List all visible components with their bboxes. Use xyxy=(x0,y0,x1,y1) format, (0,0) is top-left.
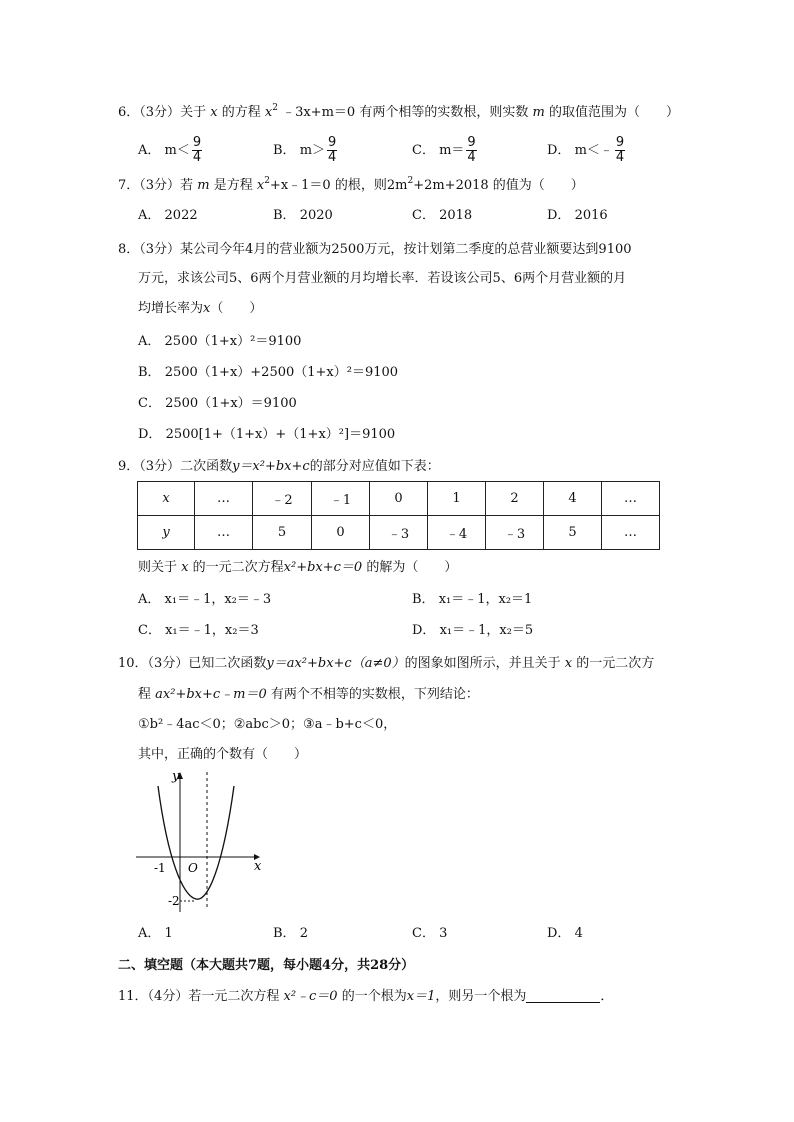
parabola-curve xyxy=(158,786,234,899)
q7-option-c[interactable] xyxy=(412,207,472,225)
stem-text: 的解为（ ） xyxy=(366,560,458,575)
q7-option-d[interactable] xyxy=(547,207,608,225)
q7-option-b[interactable] xyxy=(273,207,333,225)
conclusions: ①b²﹣4ac＜0；②abc＞0；③a﹣b+c＜0， xyxy=(138,717,397,732)
fraction xyxy=(615,136,625,165)
stem-text: 若 xyxy=(180,178,194,193)
stem-text: 二次函数 xyxy=(180,459,233,474)
question-8-line3 xyxy=(138,300,262,318)
q6-option-a[interactable] xyxy=(138,136,202,165)
fraction xyxy=(327,136,337,165)
table-cell: y xyxy=(138,516,195,550)
y-axis-label: y xyxy=(172,769,180,784)
option-label: B． xyxy=(273,208,296,223)
option-label: C． xyxy=(412,208,435,223)
question-number: 6． xyxy=(118,105,140,120)
stem-text: 有两个不相等的实数根，下列结论： xyxy=(270,687,479,702)
stem-text: 的一个根为 xyxy=(341,989,407,1004)
option-value: 2 xyxy=(299,926,308,941)
stem-text: 的根，则2m xyxy=(334,178,408,193)
variable: x xyxy=(203,301,211,316)
stem-text: 万元，求该公司5、6两个月营业额的月均增长率．若设该公司5、6两个月营业额的月 xyxy=(138,271,627,286)
function: y＝ax²+bx+c（a≠0） xyxy=(266,656,405,671)
option-expr: 2500[1+（1+x）+（1+x）²]＝9100 xyxy=(165,427,396,442)
equation: ﹣3x+m＝0 xyxy=(277,105,356,120)
question-number: 10． xyxy=(118,656,148,671)
q8-option-b[interactable] xyxy=(138,364,398,382)
option-label: D． xyxy=(412,623,436,638)
fraction-num: 9 xyxy=(467,135,476,150)
equation-var: x xyxy=(264,105,273,120)
q8-option-d[interactable] xyxy=(138,426,395,444)
fraction-den: 4 xyxy=(328,150,337,165)
stem-text: 若一元二次方程 xyxy=(188,989,280,1004)
stem-text: 是方程 xyxy=(213,178,253,193)
stem-text: 的方程 xyxy=(221,105,261,120)
option-label: C． xyxy=(138,623,161,638)
stem-text: 其中，正确的个数有（ ） xyxy=(138,747,308,762)
table-row xyxy=(138,516,660,550)
fraction-den: 4 xyxy=(192,150,202,165)
equation: +x﹣1＝0 xyxy=(269,178,331,193)
equation: x²+bx+c＝0 xyxy=(283,560,363,575)
table-cell: 5 xyxy=(544,516,602,550)
question-score: （3分） xyxy=(139,178,181,193)
question-7-stem: 7．（3分）若 m 是方程 $x^2+x﹣1=0$ 的根，则$2m^2+2m+2018$ 的值为（ ） xyxy=(118,176,584,193)
variable: m xyxy=(532,105,545,120)
option-label: C． xyxy=(412,926,435,941)
option-label: B． xyxy=(273,143,296,158)
table-cell: ﹣3 xyxy=(370,516,428,550)
option-label: D． xyxy=(547,926,571,941)
option-expr: x₁＝﹣1，x₂＝3 xyxy=(165,623,259,638)
question-score: （3分） xyxy=(139,242,181,257)
q7-option-a[interactable] xyxy=(138,207,198,225)
option-label: A． xyxy=(138,208,161,223)
root: x＝1 xyxy=(406,989,436,1004)
option-label: B． xyxy=(138,365,161,380)
q10-option-a[interactable] xyxy=(138,925,173,943)
option-label: D． xyxy=(547,208,571,223)
q9-option-d[interactable] xyxy=(412,622,533,640)
question-number: 9． xyxy=(118,459,140,474)
table-cell: … xyxy=(602,482,660,516)
fraction-num: 9 xyxy=(192,135,202,150)
section-heading: 二、填空题（本大题共7题，每小题4分，共28分） xyxy=(118,958,415,973)
question-6-stem: 6．（3分）关于 x 的方程 $x^2$ ﹣3x+m＝0 有两个相等的实数根，则实数 m 的取值范围为（ ） xyxy=(118,103,679,120)
variable: m xyxy=(197,178,210,193)
option-expr: 2500（1+x）²＝9100 xyxy=(164,334,302,349)
question-score: （3分） xyxy=(147,656,189,671)
question-score: （3分） xyxy=(139,459,181,474)
q9-option-a[interactable] xyxy=(138,591,271,609)
option-value: 3 xyxy=(439,926,448,941)
stem-text: 的值为（ ） xyxy=(492,178,584,193)
option-label: B． xyxy=(412,592,435,607)
q9-option-c[interactable] xyxy=(138,622,259,640)
value-table xyxy=(137,481,660,550)
q10-option-d[interactable] xyxy=(547,925,583,943)
table-cell: … xyxy=(195,516,253,550)
q10-option-c[interactable] xyxy=(412,925,447,943)
question-score: （3分） xyxy=(139,105,181,120)
stem-text: 均增长率为 xyxy=(138,301,204,316)
stem-text: 有两个相等的实数根，则实数 xyxy=(359,105,529,120)
question-10-line2 xyxy=(138,686,479,704)
option-expr: x₁＝﹣1，x₂＝5 xyxy=(439,623,534,638)
question-9-stem xyxy=(118,458,440,476)
fraction-num: 9 xyxy=(615,135,625,150)
question-number: 8． xyxy=(118,242,140,257)
fraction-num: 9 xyxy=(328,135,337,150)
table-cell: 0 xyxy=(370,482,428,516)
option-value: 2016 xyxy=(574,208,608,223)
option-expr: 2500（1+x）+2500（1+x）²＝9100 xyxy=(164,365,399,380)
parabola-graph xyxy=(128,766,268,916)
option-expr: x₁＝﹣1，x₂＝﹣3 xyxy=(164,592,272,607)
option-label: A． xyxy=(138,592,161,607)
table-cell: x xyxy=(138,482,195,516)
question-8-line2 xyxy=(138,270,626,288)
q6-option-c[interactable] xyxy=(412,136,477,165)
tick-label-y: -2 xyxy=(168,894,180,908)
stem-text: 关于 xyxy=(180,105,207,120)
question-10-line4 xyxy=(138,746,307,764)
question-number: 7． xyxy=(118,178,140,193)
table-cell: ﹣2 xyxy=(253,482,312,516)
stem-text: ，则另一个根为 xyxy=(435,989,527,1004)
stem-text: ． xyxy=(600,989,614,1004)
question-score: （4分） xyxy=(147,989,189,1004)
table-cell: 2 xyxy=(486,482,544,516)
question-11-stem xyxy=(118,988,613,1006)
table-cell: 0 xyxy=(312,516,370,550)
stem-text: 的取值范围为（ ） xyxy=(548,105,679,120)
fraction-den: 4 xyxy=(467,150,476,165)
fraction xyxy=(192,136,202,165)
q6-option-b[interactable] xyxy=(273,136,337,165)
option-label: A． xyxy=(138,143,161,158)
option-label: A． xyxy=(138,334,161,349)
table-cell: 5 xyxy=(253,516,312,550)
q8-option-a[interactable] xyxy=(138,333,301,351)
function: y＝x²+bx+c xyxy=(232,459,310,474)
question-10-line3 xyxy=(138,716,396,734)
equation: ax²+bx+c﹣m＝0 xyxy=(155,687,267,702)
option-expr: m＝ xyxy=(439,143,465,158)
question-8-line1 xyxy=(118,241,632,259)
option-value: 2018 xyxy=(439,208,473,223)
table-cell: ﹣3 xyxy=(486,516,544,550)
table-row xyxy=(138,482,660,516)
stem-text: 程 xyxy=(138,687,152,702)
origin-label: O xyxy=(188,861,198,875)
table-cell: 4 xyxy=(544,482,602,516)
tick-label-x: -1 xyxy=(154,861,166,875)
variable: x xyxy=(564,656,573,671)
option-value: 4 xyxy=(574,926,583,941)
question-10-line1 xyxy=(118,655,654,673)
option-value: 1 xyxy=(164,926,173,941)
option-label: B． xyxy=(273,926,296,941)
q8-option-c[interactable] xyxy=(138,395,297,413)
table-cell: … xyxy=(195,482,253,516)
variable: x xyxy=(181,560,189,575)
option-value: 2022 xyxy=(164,208,198,223)
stem-text: 的部分对应值如下表： xyxy=(309,459,440,474)
equation: x²﹣c＝0 xyxy=(283,989,338,1004)
option-expr: m＞ xyxy=(299,143,326,158)
option-expr: m＜﹣ xyxy=(574,143,613,158)
stem-text: 的图象如图所示，并且关于 xyxy=(404,656,561,671)
stem-text: 已知二次函数 xyxy=(188,656,267,671)
option-label: C． xyxy=(138,396,161,411)
expression: +2m+2018 xyxy=(413,178,489,193)
fraction-den: 4 xyxy=(615,150,625,165)
option-label: A． xyxy=(138,926,161,941)
answer-blank[interactable] xyxy=(526,988,600,1003)
q10-option-b[interactable] xyxy=(273,925,308,943)
fraction xyxy=(466,136,476,165)
option-expr: 2500（1+x）＝9100 xyxy=(165,396,297,411)
variable: x xyxy=(210,105,218,120)
option-expr: m＜ xyxy=(164,143,190,158)
stem-text: 的一元二次方 xyxy=(576,656,655,671)
stem-text: （ ） xyxy=(210,301,263,316)
table-cell: 1 xyxy=(428,482,486,516)
question-number: 11． xyxy=(118,989,148,1004)
stem-text: 的一元二次方程 xyxy=(192,560,284,575)
q9-option-b[interactable] xyxy=(412,591,532,609)
table-cell: ﹣4 xyxy=(428,516,486,550)
q6-option-d[interactable] xyxy=(547,136,625,165)
option-expr: x₁＝﹣1，x₂＝1 xyxy=(438,592,533,607)
x-axis-label: x xyxy=(254,859,262,874)
option-label: D． xyxy=(547,143,571,158)
stem-text: 则关于 xyxy=(138,560,178,575)
question-9-prompt xyxy=(138,559,457,577)
table-cell: ﹣1 xyxy=(312,482,370,516)
option-value: 2020 xyxy=(299,208,333,223)
option-label: D． xyxy=(138,427,162,442)
table-cell: … xyxy=(602,516,660,550)
stem-text: 某公司今年4月的营业额为2500万元，按计划第二季度的总营业额要达到9100 xyxy=(180,242,632,257)
option-label: C． xyxy=(412,143,435,158)
